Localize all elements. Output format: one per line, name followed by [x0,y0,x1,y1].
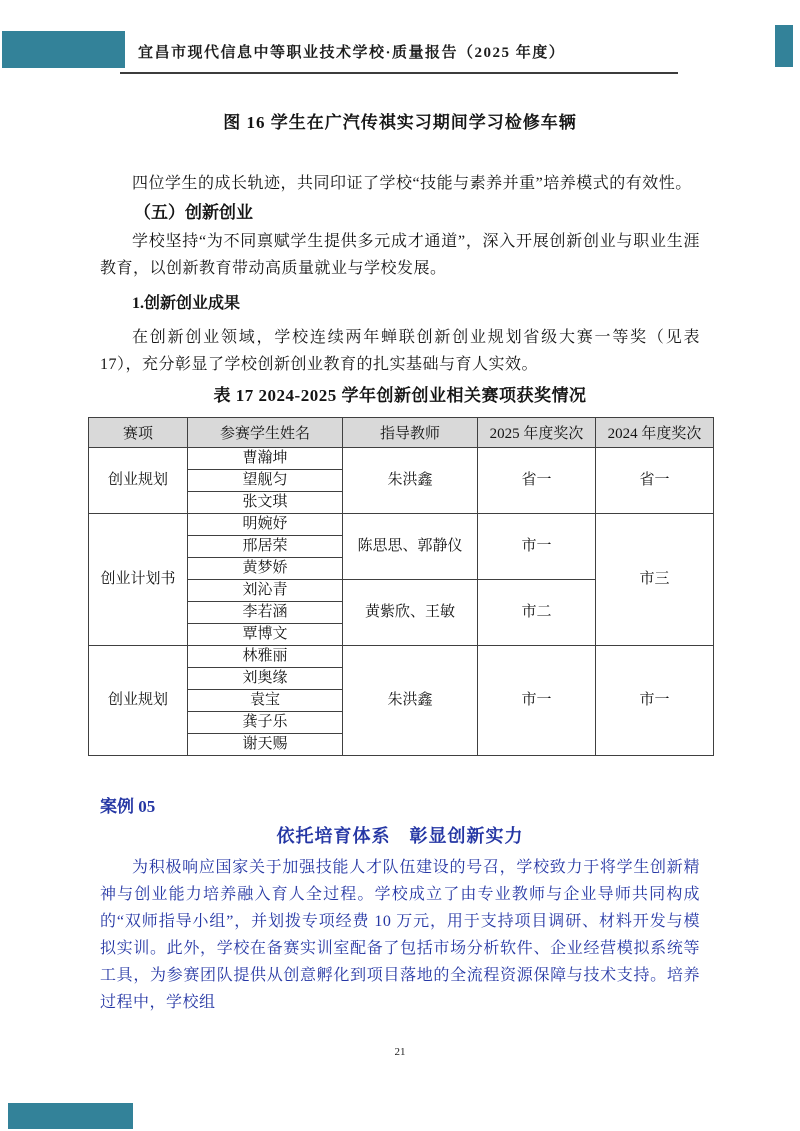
awards-table-body [89,448,714,756]
column-header-award-2024: 2024 年度奖次 [596,418,714,448]
award-2025-cell: 市一 [478,514,596,580]
table-row [89,448,714,470]
award-2024-cell: 省一 [596,448,714,514]
student-cell: 袁宝 [188,690,343,712]
student-cell: 李若涵 [188,602,343,624]
case-label: 案例 05 [100,797,156,816]
student-cell: 明婉妤 [188,514,343,536]
awards-table-head [89,418,714,448]
student-cell: 张文琪 [188,492,343,514]
case-title: 依托培育体系 彰显创新实力 [276,826,524,846]
case-body: 为积极响应国家关于加强技能人才队伍建设的号召，学校致力于将学生创新精神与创业能力培养融入育人全过程。学校成立了由专业教师与企业导师共同构成的“双师指导小组”，并划拨专项经费 10 万元，用于支持项目调研、材料开发与模拟实训。此外，学校在备赛实训室配备了包括市场分析软件、企业经营模拟系统等工具，为参赛团队提供从创意孵化到项目落地的全流程资源保障与技术支持。培养过程中，学校组 [100,859,700,1011]
figure-caption: 图 16 学生在广汽传祺实习期间学习检修车辆 [223,113,577,132]
event-cell: 创业规划 [89,646,188,756]
paragraph-policy: 学校坚持“为不同禀赋学生提供多元成才通道”，深入开展创新创业与职业生涯教育，以创新教育带动高质量就业与学校发展。 [100,233,700,277]
subheading-achievements: 1.创新创业成果 [132,295,241,312]
event-cell: 创业规划 [89,448,188,514]
column-header-event: 赛项 [89,418,188,448]
event-cell: 创业计划书 [89,514,188,646]
column-header-teacher: 指导教师 [343,418,478,448]
student-cell: 刘奥缘 [188,668,343,690]
award-2024-cell: 市三 [596,514,714,646]
teacher-cell: 黄紫欣、王敏 [343,580,478,646]
footer-accent-bar [8,1103,133,1129]
awards-table [88,417,714,756]
header-rule [120,72,678,74]
teacher-cell: 朱洪鑫 [343,448,478,514]
paragraph-summary: 四位学生的成长轨迹，共同印证了学校“技能与素养并重”培养模式的有效性。 [132,175,692,192]
award-2025-cell: 市二 [478,580,596,646]
teacher-cell: 陈思思、郭静仪 [343,514,478,580]
award-2025-cell: 省一 [478,448,596,514]
award-2024-cell: 市一 [596,646,714,756]
table-row [89,646,714,668]
section-heading-innovation: （五）创新创业 [134,203,253,222]
student-cell: 覃博文 [188,624,343,646]
paragraph-awards: 在创新创业领域，学校连续两年蝉联创新创业规划省级大赛一等奖（见表 17），充分彰显了学校创新创业教育的扎实基础与育人实效。 [100,329,700,373]
table-row [89,514,714,536]
table-caption: 表 17 2024-2025 学年创新创业相关赛项获奖情况 [213,386,587,405]
student-cell: 刘沁青 [188,580,343,602]
page-number: 21 [394,1046,406,1058]
student-cell: 林雅丽 [188,646,343,668]
header-accent-bar-right [775,25,793,67]
page-content [100,96,700,1016]
column-header-students: 参赛学生姓名 [188,418,343,448]
column-header-award-2025: 2025 年度奖次 [478,418,596,448]
header-accent-bar-left [2,31,125,68]
teacher-cell: 朱洪鑫 [343,646,478,756]
student-cell: 谢天赐 [188,734,343,756]
award-2025-cell: 市一 [478,646,596,756]
student-cell: 龚子乐 [188,712,343,734]
student-cell: 曹瀚坤 [188,448,343,470]
table-header-row [89,418,714,448]
student-cell: 望舰匀 [188,470,343,492]
student-cell: 邢居荣 [188,536,343,558]
student-cell: 黄梦娇 [188,558,343,580]
report-header-title: 宜昌市现代信息中等职业技术学校·质量报告（2025 年度） [138,45,566,61]
